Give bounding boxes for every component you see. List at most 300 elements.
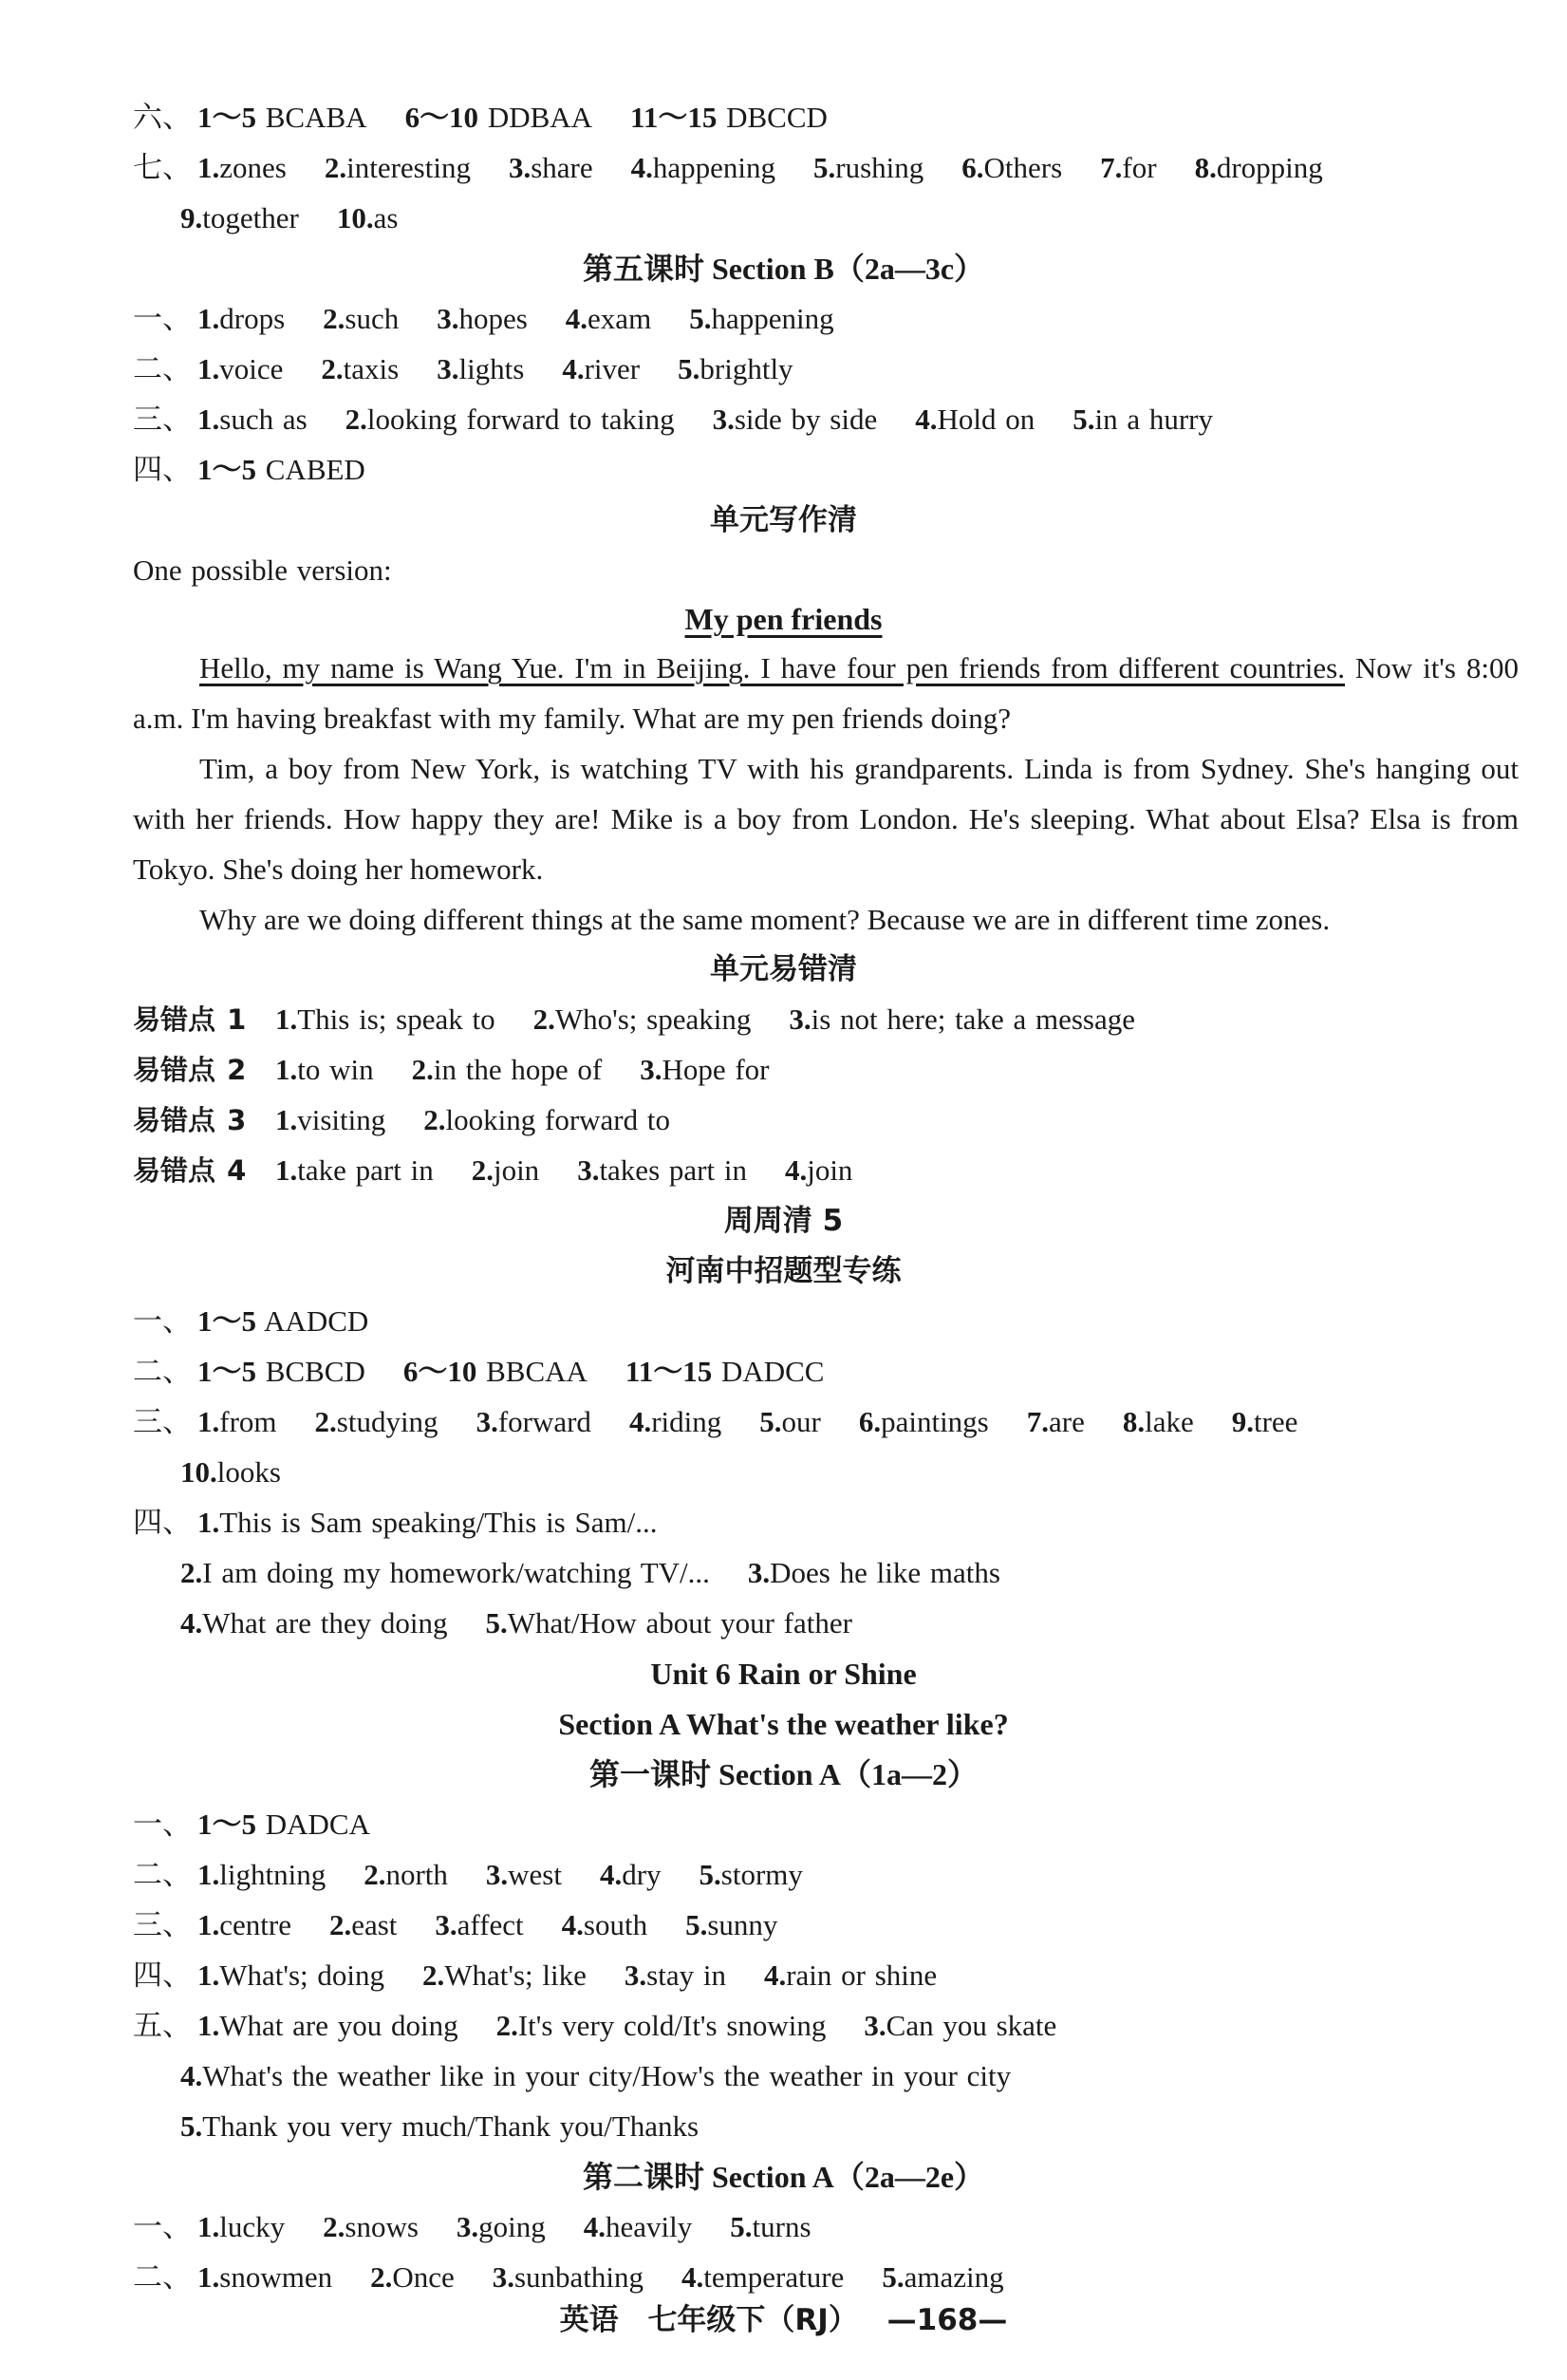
answer-row bbox=[133, 1901, 777, 1950]
answer-item bbox=[364, 1850, 448, 1900]
section-heading-errors: 单元易错清 bbox=[710, 952, 857, 986]
answer-text: It's very cold/It's snowing bbox=[517, 2009, 827, 2042]
section-a-heading: Section A What's the weather like? bbox=[558, 1707, 1009, 1741]
answer-text: snowmen bbox=[219, 2260, 333, 2294]
answer-text: river bbox=[584, 352, 641, 385]
answer-text: north bbox=[385, 1858, 448, 1891]
answer-text: interesting bbox=[346, 151, 471, 184]
question-group-mark: 二、 bbox=[133, 1858, 192, 1891]
answer-row bbox=[133, 1347, 824, 1396]
answer-number: 1. bbox=[197, 1958, 220, 1992]
answer-item bbox=[180, 1599, 447, 1648]
exam-practice-heading: 河南中招题型专练 bbox=[665, 1254, 902, 1288]
answer-number: 3. bbox=[485, 1858, 509, 1891]
answer-text: are bbox=[1049, 1405, 1085, 1438]
answer-number: 3. bbox=[624, 1958, 647, 1992]
answer-text: What are they doing bbox=[202, 1606, 448, 1640]
answer-item bbox=[476, 1397, 591, 1447]
answer-number: 1. bbox=[197, 2260, 220, 2294]
answer-item bbox=[509, 143, 593, 193]
answer-item bbox=[437, 294, 528, 344]
question-group-mark: 一、 bbox=[133, 302, 192, 335]
answer-text: DADCC bbox=[712, 1355, 825, 1388]
answer-row bbox=[133, 445, 365, 495]
answer-text: together bbox=[202, 201, 299, 234]
answer-number: 2. bbox=[532, 1003, 555, 1036]
answer-text: rain or shine bbox=[786, 1958, 938, 1992]
answer-item bbox=[275, 1146, 434, 1195]
answer-text: CABED bbox=[256, 453, 365, 486]
unit-heading: Unit 6 Rain or Shine bbox=[650, 1657, 917, 1691]
answer-item bbox=[533, 995, 752, 1044]
answer-item bbox=[1073, 395, 1213, 444]
error-point-label: 易错点 4 bbox=[133, 1154, 247, 1187]
answer-number: 3. bbox=[435, 1908, 457, 1941]
answer-item bbox=[685, 1901, 777, 1950]
answer-number: 2. bbox=[411, 1053, 434, 1086]
answer-number: 2. bbox=[495, 2009, 518, 2042]
answer-number: 1～5 bbox=[197, 1808, 256, 1841]
answer-text: dropping bbox=[1216, 151, 1323, 184]
error-point-label: 易错点 2 bbox=[133, 1054, 247, 1086]
version-label: One possible version: bbox=[133, 553, 392, 587]
answer-row bbox=[133, 93, 828, 142]
error-point-row bbox=[133, 995, 1135, 1044]
answer-text: sunny bbox=[707, 1908, 778, 1941]
answer-text: snows bbox=[345, 2210, 419, 2243]
answer-text: going bbox=[478, 2210, 546, 2243]
answer-item bbox=[197, 1951, 384, 2000]
answer-text: voice bbox=[219, 352, 284, 385]
answer-text: AADCD bbox=[256, 1304, 369, 1338]
answer-item bbox=[496, 2001, 827, 2051]
answer-number: 5. bbox=[882, 2260, 905, 2294]
answer-number: 4. bbox=[599, 1858, 623, 1891]
answer-item bbox=[197, 395, 308, 444]
answer-text: BCBCD bbox=[256, 1355, 365, 1388]
answer-item bbox=[584, 2202, 693, 2252]
essay-paragraph-2: Tim, a boy from New York, is watching TV with his grandparents. Linda is from Sydney. She's hanging out with her friends. How happy they are! Mike is a boy from London. He's sleeping. What about Elsa? Elsa is from Tokyo. She's doing her homework. bbox=[133, 752, 1519, 886]
answer-number: 1. bbox=[197, 403, 220, 436]
answer-text: drops bbox=[219, 302, 286, 335]
answer-text: looking forward to taking bbox=[366, 403, 675, 436]
answer-item bbox=[577, 1146, 747, 1195]
answer-item bbox=[275, 1096, 385, 1145]
answer-number: 1～5 bbox=[197, 453, 256, 486]
answer-item bbox=[197, 1901, 291, 1950]
answer-text: Others bbox=[983, 151, 1063, 184]
answer-text: What's; like bbox=[444, 1958, 587, 1992]
answer-number: 1. bbox=[197, 2009, 220, 2042]
answer-number: 4. bbox=[583, 2210, 606, 2243]
answer-row bbox=[180, 2052, 1011, 2101]
question-group-mark: 四、 bbox=[133, 1506, 192, 1539]
answer-row bbox=[133, 1951, 937, 2000]
answer-text: Hold on bbox=[937, 403, 1035, 436]
answer-text: take part in bbox=[297, 1153, 434, 1187]
answer-number: 5. bbox=[689, 302, 712, 335]
answer-number: 1. bbox=[197, 352, 220, 385]
essay-title bbox=[0, 594, 1567, 644]
answer-text: studying bbox=[336, 1405, 438, 1438]
error-point-label: 易错点 3 bbox=[133, 1104, 247, 1136]
answer-number: 8. bbox=[1194, 151, 1217, 184]
answer-number: 5. bbox=[730, 2210, 753, 2243]
answer-item bbox=[961, 143, 1062, 193]
answer-number: 2. bbox=[345, 403, 367, 436]
answer-number: 1. bbox=[275, 1053, 298, 1086]
answer-number: 2. bbox=[323, 2210, 345, 2243]
answer-item bbox=[486, 1850, 562, 1900]
answer-number: 2. bbox=[180, 1556, 203, 1589]
answer-text: I am doing my homework/watching TV/... bbox=[202, 1556, 710, 1589]
answer-row bbox=[133, 294, 834, 344]
answer-text: happening bbox=[711, 302, 834, 335]
answer-item bbox=[915, 395, 1035, 444]
answer-number: 3. bbox=[712, 403, 735, 436]
answer-item bbox=[1027, 1397, 1085, 1447]
answer-item bbox=[197, 143, 287, 193]
answer-text: Hope for bbox=[662, 1053, 770, 1086]
answer-item bbox=[197, 445, 365, 495]
answer-number: 4. bbox=[562, 352, 585, 385]
answer-text: DBCCD bbox=[717, 101, 828, 134]
answer-number: 1. bbox=[197, 2210, 220, 2243]
answer-number: 7. bbox=[1100, 151, 1123, 184]
answer-item bbox=[329, 1901, 397, 1950]
answer-item bbox=[345, 395, 675, 444]
essay-paragraph-3: Why are we doing different things at the same moment? Because we are in different time zones. bbox=[199, 903, 1331, 936]
answer-text: looks bbox=[216, 1455, 281, 1489]
answer-number: 4. bbox=[681, 2260, 704, 2294]
answer-number: 1. bbox=[197, 1908, 220, 1941]
error-point-row bbox=[133, 1146, 852, 1195]
answer-item bbox=[437, 345, 524, 394]
footer-grade: 七年级下（RJ） bbox=[647, 2303, 858, 2337]
answer-number: 3. bbox=[747, 1556, 771, 1589]
answer-item bbox=[562, 1901, 647, 1950]
answer-item bbox=[197, 1297, 368, 1346]
answer-row bbox=[133, 1397, 1297, 1447]
answer-item bbox=[197, 1347, 365, 1396]
error-point-label: 易错点 1 bbox=[133, 1003, 247, 1036]
answer-row bbox=[133, 1297, 368, 1346]
answer-text: Who's; speaking bbox=[554, 1003, 752, 1036]
answer-number: 2. bbox=[321, 352, 344, 385]
answer-text: dry bbox=[622, 1858, 662, 1891]
answer-number: 3. bbox=[577, 1153, 600, 1187]
answer-number: 9. bbox=[1231, 1405, 1254, 1438]
answer-text: stormy bbox=[720, 1858, 803, 1891]
answer-text: lake bbox=[1145, 1405, 1194, 1438]
answer-number: 5. bbox=[699, 1858, 721, 1891]
answer-item bbox=[315, 1397, 438, 1447]
answer-number: 2. bbox=[423, 1103, 446, 1136]
answer-number: 10. bbox=[336, 201, 374, 234]
question-group-mark: 三、 bbox=[133, 1405, 192, 1438]
question-group-mark: 一、 bbox=[133, 1304, 192, 1338]
answer-number: 3. bbox=[476, 1405, 498, 1438]
answer-text: rushing bbox=[835, 151, 924, 184]
answer-item bbox=[813, 143, 923, 193]
answer-text: stay in bbox=[646, 1958, 726, 1992]
answer-text: happening bbox=[652, 151, 775, 184]
answer-text: This is Sam speaking/This is Sam/... bbox=[219, 1506, 658, 1539]
answer-number: 4. bbox=[565, 302, 588, 335]
answer-item bbox=[630, 93, 828, 142]
answer-item bbox=[485, 1599, 852, 1648]
answer-text: our bbox=[781, 1405, 821, 1438]
answer-number: 6～10 bbox=[404, 101, 479, 134]
error-point-row bbox=[133, 1096, 670, 1145]
answer-text: What's; doing bbox=[219, 1958, 385, 1992]
answer-item bbox=[789, 995, 1135, 1044]
question-group-mark: 七、 bbox=[133, 151, 192, 184]
answer-number: 5. bbox=[759, 1405, 782, 1438]
answer-number: 6. bbox=[858, 1405, 882, 1438]
answer-text: DADCA bbox=[256, 1808, 370, 1841]
answer-item bbox=[625, 1951, 726, 2000]
answer-text: BCABA bbox=[256, 101, 367, 134]
answer-item bbox=[562, 345, 640, 394]
answer-text: looking forward to bbox=[445, 1103, 670, 1136]
answer-text: riding bbox=[651, 1405, 722, 1438]
question-group-mark: 五、 bbox=[133, 2009, 192, 2042]
answer-number: 6～10 bbox=[402, 1355, 477, 1388]
answer-number: 2. bbox=[328, 1908, 352, 1941]
answer-number: 1. bbox=[197, 1506, 220, 1539]
answer-item bbox=[180, 1448, 281, 1497]
question-group-mark: 六、 bbox=[133, 101, 192, 134]
answer-text: such as bbox=[219, 403, 308, 436]
answer-number: 2. bbox=[323, 302, 345, 335]
answer-row bbox=[133, 1800, 370, 1849]
answer-text: What/How about your father bbox=[507, 1606, 852, 1640]
answer-text: exam bbox=[588, 302, 652, 335]
answer-item bbox=[412, 1045, 603, 1095]
answer-item bbox=[730, 2202, 811, 2252]
answer-item bbox=[180, 2052, 1011, 2101]
answer-item bbox=[1232, 1397, 1298, 1447]
answer-text: amazing bbox=[904, 2260, 1004, 2294]
answer-item bbox=[197, 93, 367, 142]
answer-row bbox=[180, 1599, 852, 1648]
answer-item bbox=[197, 1800, 370, 1849]
essay-title-text: My pen friends bbox=[684, 602, 883, 636]
answer-text: share bbox=[531, 151, 593, 184]
answer-text: tree bbox=[1253, 1405, 1298, 1438]
question-group-mark: 二、 bbox=[133, 2260, 192, 2294]
answer-number: 3. bbox=[640, 1053, 662, 1086]
question-group-mark: 四、 bbox=[133, 453, 192, 486]
essay-p1-rest: Now it's 8:00 a.m. I'm having breakfast with my family. What are my pen friends doing? bbox=[133, 651, 1519, 735]
answer-number: 3. bbox=[437, 352, 459, 385]
answer-text: heavily bbox=[606, 2210, 693, 2243]
answer-item bbox=[275, 1045, 374, 1095]
answer-item bbox=[625, 1347, 825, 1396]
answer-text: to win bbox=[297, 1053, 374, 1086]
question-group-mark: 一、 bbox=[133, 2210, 192, 2243]
answer-item bbox=[1100, 143, 1156, 193]
answer-item bbox=[180, 194, 299, 243]
answer-number: 1. bbox=[275, 1103, 298, 1136]
answer-text: from bbox=[219, 1405, 277, 1438]
answer-item bbox=[457, 2202, 546, 2252]
answer-number: 1. bbox=[275, 1003, 298, 1036]
answer-text: paintings bbox=[881, 1405, 989, 1438]
answer-number: 5. bbox=[180, 2109, 203, 2143]
answer-text: sunbathing bbox=[513, 2260, 644, 2294]
question-group-mark: 三、 bbox=[133, 403, 192, 436]
answer-item bbox=[629, 1397, 721, 1447]
answer-number: 10. bbox=[180, 1455, 217, 1489]
answer-text: Thank you very much/Thank you/Thanks bbox=[202, 2109, 700, 2143]
answer-number: 2. bbox=[364, 1858, 386, 1891]
answer-text: lightning bbox=[219, 1858, 326, 1891]
answer-item bbox=[197, 1498, 657, 1547]
answer-row bbox=[133, 1498, 657, 1547]
answer-row bbox=[180, 2102, 699, 2151]
answer-number: 9. bbox=[180, 201, 203, 234]
question-group-mark: 二、 bbox=[133, 352, 192, 385]
answer-text: in the hope of bbox=[433, 1053, 603, 1086]
answer-text: east bbox=[351, 1908, 398, 1941]
answer-number: 1～5 bbox=[197, 1304, 256, 1338]
answer-text: brightly bbox=[700, 352, 793, 385]
answer-item bbox=[472, 1146, 539, 1195]
answer-number: 5. bbox=[485, 1606, 508, 1640]
answer-item bbox=[678, 345, 793, 394]
answer-number: 8. bbox=[1122, 1405, 1146, 1438]
answer-row bbox=[133, 345, 793, 394]
weekly-check-heading: 周周清 5 bbox=[723, 1204, 844, 1238]
answer-text: lucky bbox=[219, 2210, 286, 2243]
answer-number: 6. bbox=[961, 151, 984, 184]
error-point-row bbox=[133, 1045, 770, 1095]
answer-item bbox=[422, 1951, 587, 2000]
answer-item bbox=[1123, 1397, 1194, 1447]
question-group-mark: 三、 bbox=[133, 1908, 192, 1941]
answer-text: side by side bbox=[734, 403, 878, 436]
answer-text: What's the weather like in your city/How's the weather in your city bbox=[202, 2059, 1012, 2092]
answer-row bbox=[180, 194, 398, 243]
answer-item bbox=[197, 2202, 285, 2252]
answer-text: affect bbox=[457, 1908, 524, 1941]
answer-item bbox=[600, 1850, 662, 1900]
answer-item bbox=[689, 294, 833, 344]
section-heading-writing: 单元写作清 bbox=[710, 503, 857, 537]
footer-page-number: —168— bbox=[886, 2303, 1008, 2337]
answer-text: forward bbox=[497, 1405, 591, 1438]
answer-item bbox=[713, 395, 878, 444]
answer-text: BBCAA bbox=[476, 1355, 588, 1388]
answer-item bbox=[323, 294, 399, 344]
answer-text: south bbox=[583, 1908, 648, 1941]
answer-row bbox=[133, 2202, 811, 2252]
answer-item bbox=[403, 1347, 588, 1396]
answer-text: taxis bbox=[343, 352, 400, 385]
answer-number: 1. bbox=[197, 151, 220, 184]
answer-number: 5. bbox=[685, 1908, 708, 1941]
answer-text: join bbox=[493, 1153, 540, 1187]
answer-text: as bbox=[373, 201, 399, 234]
answer-number: 3. bbox=[456, 2210, 479, 2243]
answer-item bbox=[197, 345, 283, 394]
essay-paragraph-1 bbox=[133, 643, 1519, 743]
question-group-mark: 四、 bbox=[133, 1958, 192, 1992]
answer-item bbox=[275, 995, 495, 1044]
answer-number: 4. bbox=[915, 403, 938, 436]
answer-row bbox=[133, 143, 1323, 193]
answer-text: is not here; take a message bbox=[811, 1003, 1135, 1036]
answer-number: 2. bbox=[422, 1958, 445, 1992]
answer-number: 2. bbox=[314, 1405, 337, 1438]
answer-number: 5. bbox=[1073, 403, 1095, 436]
answer-item bbox=[180, 2102, 699, 2151]
answer-item bbox=[197, 2001, 458, 2051]
lesson-heading: 第二课时 Section A（2a—2e） bbox=[582, 2160, 985, 2194]
answer-text: takes part in bbox=[599, 1153, 747, 1187]
answer-number: 1. bbox=[197, 1405, 220, 1438]
answer-text: in a hurry bbox=[1094, 403, 1214, 436]
answer-item bbox=[640, 1045, 769, 1095]
answer-row bbox=[133, 395, 1213, 444]
answer-number: 4. bbox=[561, 1908, 584, 1941]
answer-number: 4. bbox=[180, 2059, 203, 2092]
answer-item bbox=[785, 1146, 852, 1195]
answer-item bbox=[423, 1096, 670, 1145]
answer-item bbox=[631, 143, 775, 193]
answer-item bbox=[197, 294, 285, 344]
answer-number: 7. bbox=[1026, 1405, 1049, 1438]
answer-number: 1～5 bbox=[197, 101, 256, 134]
answer-number: 4. bbox=[628, 1405, 652, 1438]
answer-number: 1. bbox=[275, 1153, 298, 1187]
answer-item bbox=[337, 194, 399, 243]
answer-number: 3. bbox=[864, 2009, 886, 2042]
answer-row bbox=[133, 1850, 803, 1900]
answer-number: 2. bbox=[471, 1153, 494, 1187]
answer-item bbox=[180, 1548, 710, 1598]
answer-text: Once bbox=[392, 2260, 455, 2294]
answer-text: visiting bbox=[297, 1103, 386, 1136]
answer-text: centre bbox=[219, 1908, 291, 1941]
answer-text: zones bbox=[219, 151, 287, 184]
answer-item bbox=[323, 2202, 419, 2252]
answer-text: DDBAA bbox=[478, 101, 593, 134]
answer-item bbox=[435, 1901, 523, 1950]
answer-item bbox=[197, 1850, 326, 1900]
answer-item bbox=[325, 143, 471, 193]
answer-item bbox=[864, 2001, 1056, 2051]
answer-number: 2. bbox=[370, 2260, 393, 2294]
answer-row bbox=[180, 1448, 281, 1497]
lesson-heading: 第五课时 Section B（2a—3c） bbox=[582, 252, 985, 286]
answer-item bbox=[859, 1397, 989, 1447]
lesson-heading: 第一课时 Section A（1a—2） bbox=[589, 1757, 978, 1791]
answer-number: 4. bbox=[784, 1153, 808, 1187]
answer-number: 4. bbox=[180, 1606, 203, 1640]
answer-number: 3. bbox=[492, 2260, 514, 2294]
answer-text: such bbox=[345, 302, 400, 335]
answer-number: 11～15 bbox=[630, 101, 718, 134]
page-footer bbox=[0, 2296, 1567, 2338]
answer-text: lights bbox=[458, 352, 525, 385]
answer-text: join bbox=[807, 1153, 853, 1187]
answer-item bbox=[700, 1850, 803, 1900]
answer-text: What are you doing bbox=[219, 2009, 458, 2042]
answer-number: 1. bbox=[197, 1858, 220, 1891]
